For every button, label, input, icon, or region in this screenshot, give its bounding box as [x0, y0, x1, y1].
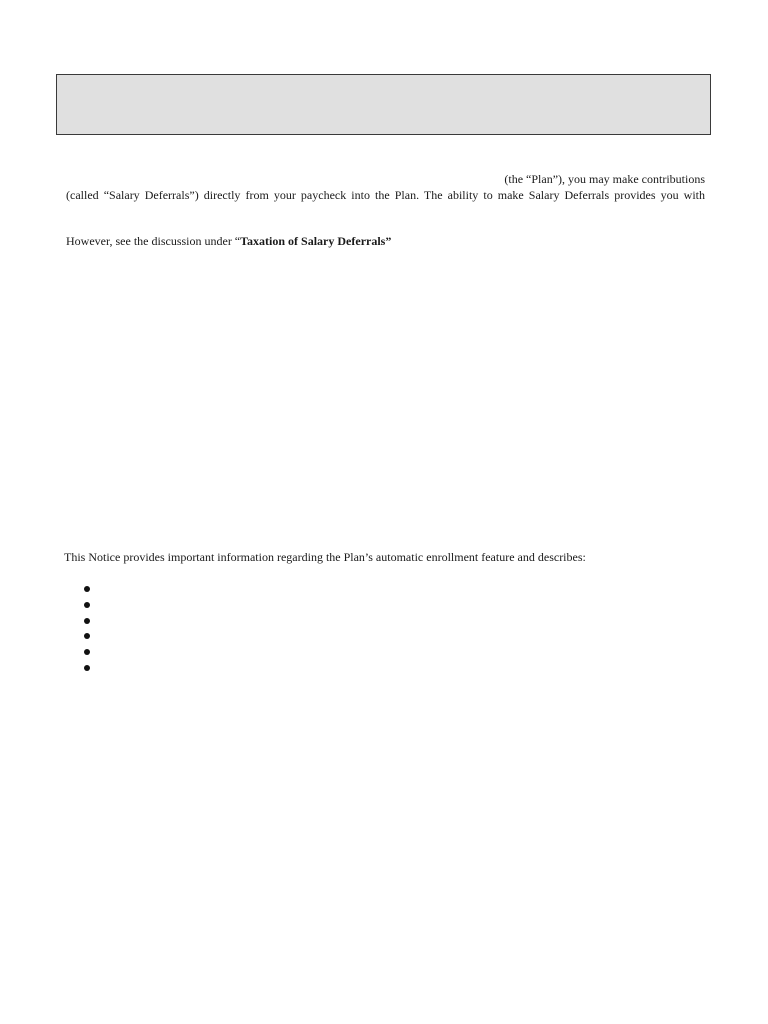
taxation-reference — [66, 234, 391, 249]
taxation-prefix: However, see the discussion under “ — [66, 234, 241, 248]
bullet-dot-icon — [84, 586, 90, 592]
bullet-dot-icon — [84, 602, 90, 608]
bullet-dot-icon — [84, 665, 90, 671]
bullet-dot-icon — [84, 649, 90, 655]
taxation-heading-reference: Taxation of Salary Deferrals” — [240, 234, 392, 248]
bullet-dot-icon — [84, 618, 90, 624]
document-title-box — [56, 74, 711, 135]
bullet-dot-icon — [84, 633, 90, 639]
intro-line-1: (the “Plan”), you may make contributions — [504, 172, 705, 186]
intro-line-2: (called “Salary Deferrals”) directly from your paycheck into the Plan. The ability to make Salary Deferrals provides you with — [66, 188, 705, 202]
notice-intro: This Notice provides important information regarding the Plan’s automatic enrollment feature and describes: — [64, 550, 586, 564]
